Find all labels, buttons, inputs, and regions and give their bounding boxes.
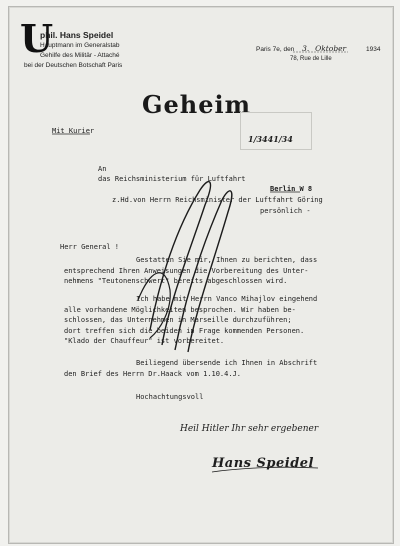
body-line: nehmens "Teutonenschwert" bereits abgeschlossen wird. bbox=[64, 277, 288, 286]
date-day: 3. bbox=[302, 44, 310, 53]
letterhead-name: phil. Hans Speidel bbox=[40, 30, 114, 40]
addressee-ministry: das Reichsministerium für Luftfahrt bbox=[98, 175, 246, 183]
body-line: Beiliegend übersende ich Ihnen in Abschrift bbox=[136, 359, 318, 367]
body-line: den Brief des Herrn Dr.Haack vom 1.10.4.J. bbox=[64, 369, 242, 378]
body-line: "Klado der Chauffeur" ist vorbereitet. bbox=[64, 337, 225, 346]
letterhead-office: Gehilfe des Militär - Attaché bbox=[40, 52, 120, 59]
place-prefix: Paris 7e, den bbox=[256, 46, 295, 53]
reference-number: 1/3441/34 bbox=[248, 134, 293, 144]
addressee-an: An bbox=[98, 165, 107, 173]
body-line: alle vorhandene Möglichkeiten besprochen. Wir haben be- bbox=[64, 305, 296, 314]
delivery-note: Mit Kurier bbox=[52, 127, 95, 135]
letterhead-embassy: bei der Deutschen Botschaft Paris bbox=[24, 62, 123, 69]
body-line: Gestatten Sie mir, Ihnen zu berichten, dass bbox=[136, 256, 318, 264]
secret-title: Geheim bbox=[142, 90, 251, 119]
signature: Hans Speidel bbox=[212, 456, 314, 471]
salutation: Herr General ! bbox=[60, 243, 120, 251]
body-line: Ich habe mit Herrn Vanco Mihajlov eingehend bbox=[136, 295, 318, 303]
addressee-personal: persönlich - bbox=[260, 207, 311, 215]
closing: Hochachtungsvoll bbox=[136, 393, 204, 401]
sender-address: 78, Rue de Lille bbox=[290, 56, 332, 62]
date-year: 1934 bbox=[365, 46, 381, 53]
addressee-city: Berlin W 8 bbox=[270, 185, 313, 193]
body-line: entsprechend Ihren Anweisungen die Vorbereitung des Unter- bbox=[64, 266, 309, 275]
letterhead-rank: Hauptmann im Generalstab bbox=[40, 42, 120, 49]
letterhead-monogram: U bbox=[20, 16, 54, 61]
scribble-stroke-1 bbox=[150, 182, 210, 345]
date-month: Oktober bbox=[315, 44, 347, 53]
body-line: schlossen, das Unternehmen in Marseille durchzuführen; bbox=[64, 316, 292, 325]
addressee-attention: z.Hd.von Herrn Reichsminister der Luftfahrt Göring bbox=[112, 196, 323, 204]
scribble-stroke-2 bbox=[175, 191, 232, 352]
signature-flourish bbox=[212, 467, 318, 472]
body-line: dort treffen sich die beiden in Frage kommenden Personen. bbox=[64, 326, 305, 335]
handwritten-greeting: Heil Hitler Ihr sehr ergebener bbox=[180, 424, 319, 434]
